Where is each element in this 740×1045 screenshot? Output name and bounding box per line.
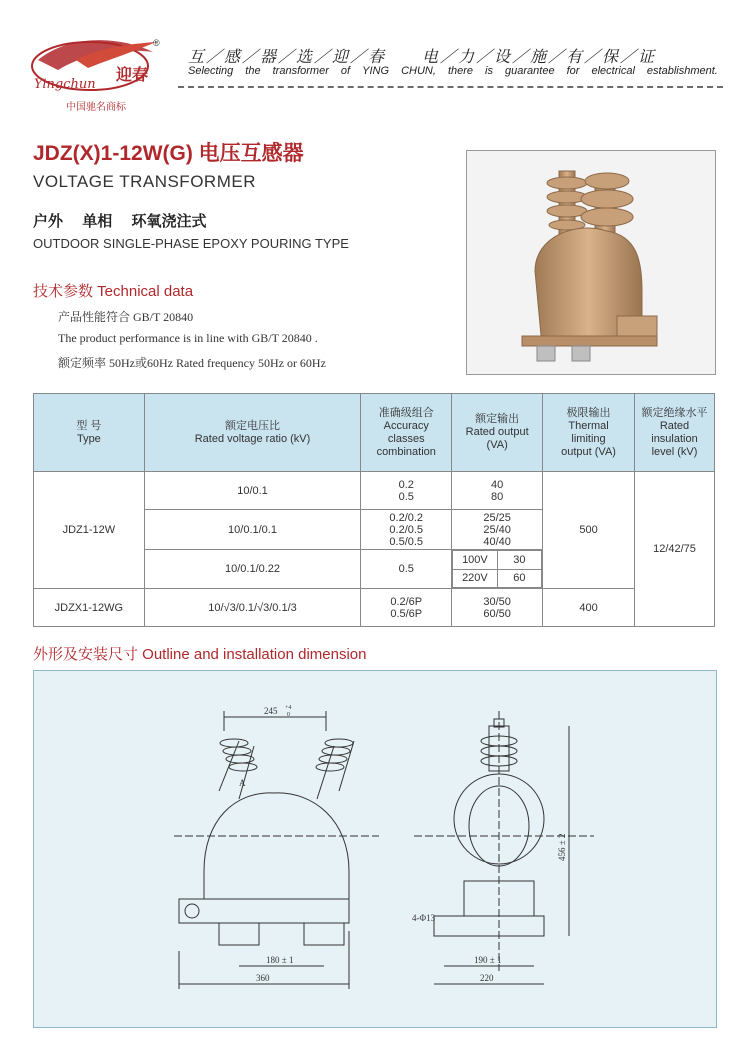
- slogan-word: YING: [362, 65, 390, 77]
- accuracy-cell: [361, 510, 452, 550]
- output-value: 80: [491, 490, 504, 503]
- output-value: 60: [497, 569, 541, 588]
- header-accuracy-cn: 准确级组合: [378, 406, 434, 419]
- accuracy-value: 0.2: [398, 478, 414, 491]
- subtitle-en: VOLTAGE TRANSFORMER: [33, 172, 256, 191]
- dim-total-width: 360: [256, 973, 270, 983]
- header-type: [34, 394, 145, 472]
- model-cell: JDZX1-12WG: [34, 589, 145, 627]
- type-en: OUTDOOR SINGLE-PHASE EPOXY POURING TYPE: [33, 236, 349, 251]
- slogan-word: establishment.: [646, 65, 718, 77]
- output-value: 30/50: [483, 595, 511, 608]
- slogan-cn: 互／感／器／选／迎／春 电／力／设／施／有／保／证: [188, 49, 657, 66]
- dim-holes: 4-Φ13: [412, 913, 436, 923]
- header-type-en: Type: [76, 432, 101, 445]
- slogan-word: Selecting: [188, 65, 234, 77]
- model-cell: JDZ1-12W: [34, 472, 145, 589]
- output-value: 30: [497, 551, 541, 570]
- slogan-word: for: [566, 65, 580, 77]
- logo-cn-text: 迎春: [116, 65, 149, 84]
- insulation-cell: 12/42/75: [635, 472, 715, 627]
- slogan-word: guarantee: [505, 65, 555, 77]
- outline-drawing: [33, 670, 717, 1028]
- slogan-word: there: [447, 65, 474, 77]
- product-photo: [466, 150, 716, 375]
- slogan-word: is: [485, 65, 493, 77]
- voltage-value: 220V: [453, 569, 497, 588]
- tech-line-frequency: 额定频率 50Hz或60Hz Rated frequency 50Hz or 60Hz: [58, 356, 326, 370]
- header-thermal-cn: 极限输出: [566, 406, 611, 419]
- output-value: 40: [491, 478, 504, 491]
- output-sub-table: [452, 550, 542, 588]
- header-insulation-en: Rated insulation level (kV): [651, 419, 698, 458]
- thermal-cell: 400: [543, 589, 635, 627]
- output-cell: [452, 510, 543, 550]
- dim-side-base: 190 ± 1: [474, 955, 502, 965]
- ratio-cell: 10/0.1/0.22: [144, 550, 361, 589]
- tech-line-standard-cn: 产品性能符合 GB/T 20840: [58, 310, 194, 324]
- accuracy-value: 0.5: [398, 490, 414, 503]
- accuracy-value: 0.2/6P: [390, 595, 423, 608]
- outline-heading: 外形及安装尺寸 Outline and installation dimension: [33, 646, 367, 663]
- header-output-en: Rated output (VA): [465, 426, 529, 451]
- ratio-cell: 10/√3/0.1/√3/0.1/3: [144, 589, 361, 627]
- ratio-cell: 10/0.1/0.1: [144, 510, 361, 550]
- technical-heading: 技术参数 Technical data: [33, 283, 194, 300]
- ratio-cell: 10/0.1: [144, 472, 361, 510]
- header-divider: [178, 86, 723, 88]
- header-output-cn: 额定输出: [475, 413, 520, 425]
- logo-script-text: Yingchun: [34, 77, 96, 92]
- voltage-value: 100V: [453, 551, 497, 570]
- tech-line-standard-en: The product performance is in line with GB/T 20840 .: [58, 331, 318, 345]
- dim-height: 456 ± 2: [557, 833, 567, 861]
- spec-table: [33, 393, 715, 627]
- model-title: JDZ(X)1-12W(G) 电压互感器: [33, 142, 304, 165]
- table-header-row: [34, 394, 715, 472]
- output-cell: [452, 550, 543, 589]
- header-type-cn: 型 号: [76, 419, 102, 432]
- slogan-word: of: [340, 65, 351, 77]
- output-value: 60/50: [483, 607, 511, 620]
- yingchun-logo: [28, 30, 166, 98]
- slogan-word: CHUN,: [401, 65, 436, 77]
- table-row: [34, 589, 715, 627]
- header-insulation: [635, 394, 715, 472]
- thermal-cell: 500: [543, 472, 635, 589]
- dim-base-span: 180 ± 1: [266, 955, 294, 965]
- accuracy-cell: [361, 589, 452, 627]
- output-cell: [452, 472, 543, 510]
- slogan-word: transformer: [272, 65, 329, 77]
- accuracy-value: 0.2/0.5: [389, 523, 424, 536]
- type-cn: 户外 单相 环氧浇注式: [33, 212, 207, 230]
- output-value: 25/40: [483, 523, 511, 536]
- header-thermal: [543, 394, 635, 472]
- registered-mark: ®: [153, 38, 160, 48]
- header-ratio-cn: 额定电压比: [225, 419, 281, 432]
- dim-top-span: 245: [264, 706, 278, 716]
- header-accuracy: [361, 394, 452, 472]
- header-thermal-en: Thermal limiting output (VA): [561, 419, 616, 458]
- header-ratio: [144, 394, 361, 472]
- header-accuracy-en: Accuracy classes combination: [376, 419, 436, 458]
- dim-top-tol-upper: +4: [285, 705, 292, 711]
- table-row: [34, 472, 715, 510]
- slogan-word: electrical: [591, 65, 635, 77]
- accuracy-value: 0.5/0.5: [389, 535, 424, 548]
- output-value: 25/25: [483, 511, 511, 524]
- dim-side-width: 220: [480, 973, 494, 983]
- accuracy-value: 0.2/0.2: [389, 511, 424, 524]
- accuracy-cell: [361, 472, 452, 510]
- label-a: A: [239, 778, 246, 788]
- header-output: [452, 394, 543, 472]
- slogan-word: the: [245, 65, 261, 77]
- trademark-note: 中国驰名商标: [66, 102, 126, 113]
- accuracy-cell: 0.5: [361, 550, 452, 589]
- header-ratio-en: Rated voltage ratio (kV): [194, 432, 311, 445]
- header-insulation-cn: 额定绝缘水平: [641, 406, 708, 419]
- slogan-en: [188, 65, 718, 77]
- output-value: 40/40: [483, 535, 511, 548]
- dim-top-tol-lower: 0: [287, 712, 290, 718]
- output-cell: [452, 589, 543, 627]
- accuracy-value: 0.5/6P: [390, 607, 423, 620]
